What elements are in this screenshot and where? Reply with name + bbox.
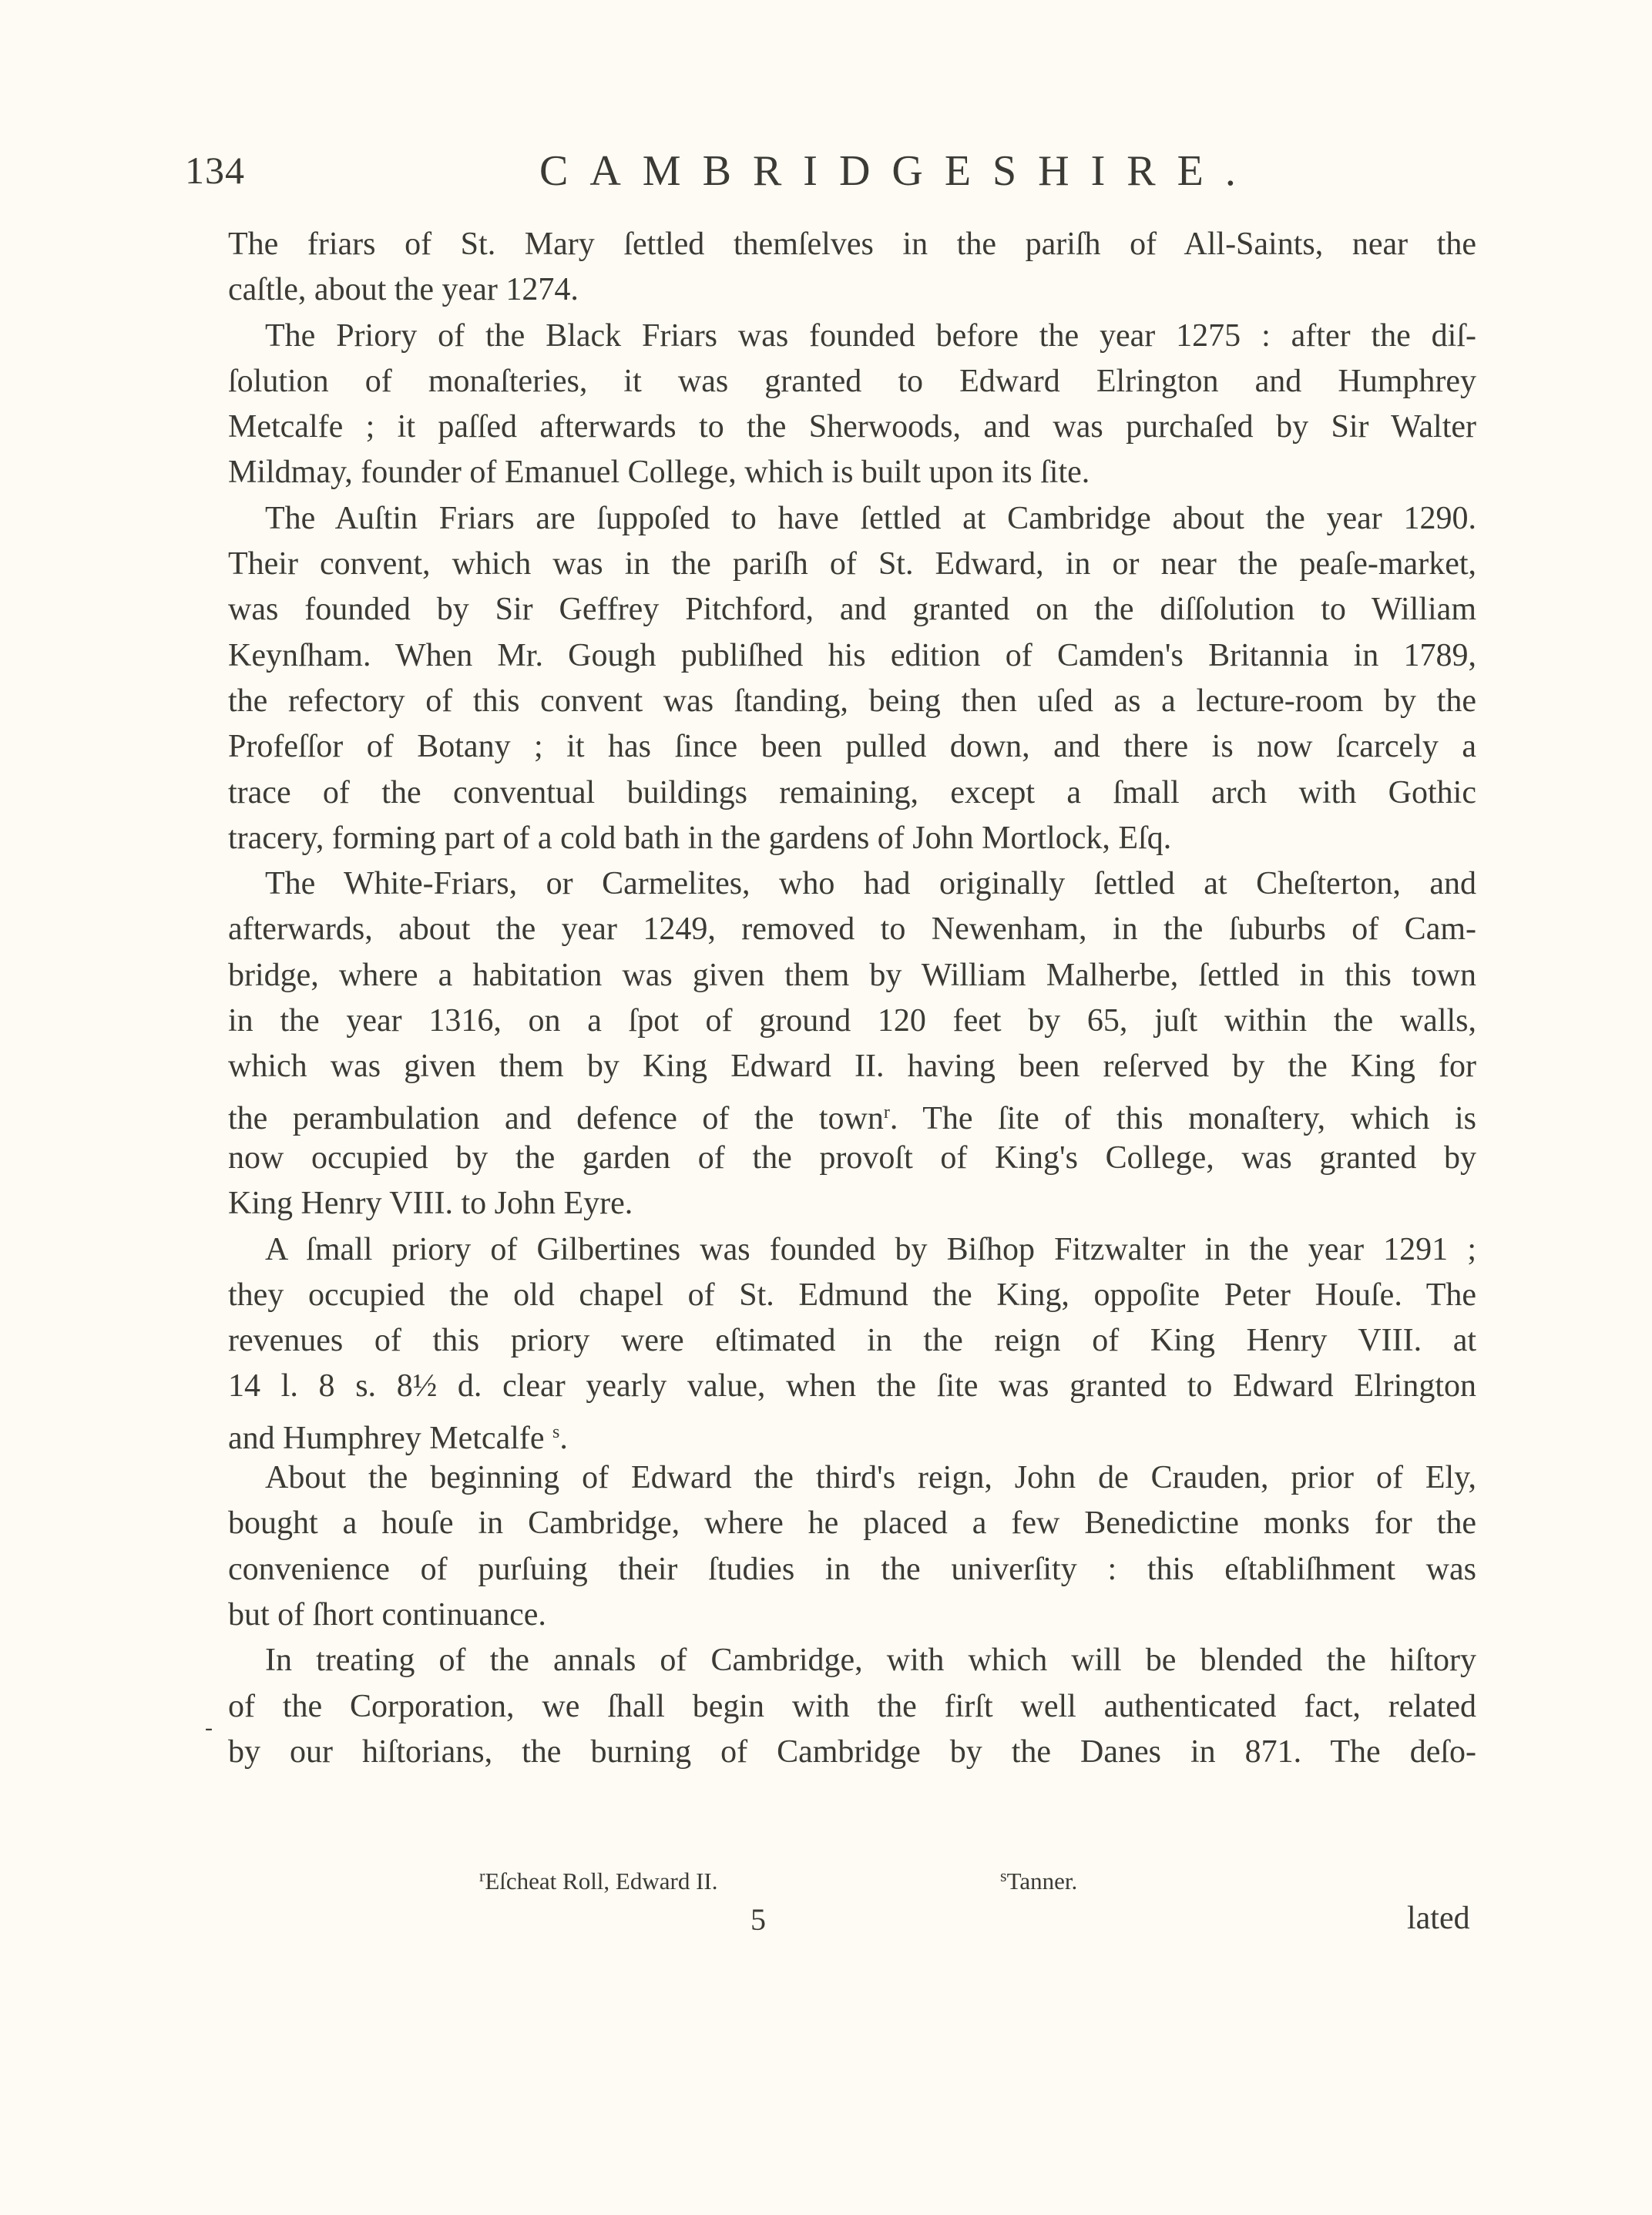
text-line: trace of the conventual buildings remaining, except a ſmall arch with Gothic [228,774,1476,810]
footnote-marker: r [479,1866,485,1885]
text-line-with-footnote [228,1090,1476,1136]
text-line: Keynſham. When Mr. Gough publiſhed his edition of Camden's Britannia in 1789, [228,637,1476,673]
text-line: bridge, where a habitation was given them by William Malherbe, ſettled in this town [228,957,1476,993]
text-line: King Henry VIII. to John Eyre. [228,1186,633,1222]
text-line: they occupied the old chapel of St. Edmund the King, oppoſite Peter Houſe. The [228,1277,1476,1313]
text-line: Their convent, which was in the pariſh of St. Edward, in or near the peaſe-market, [228,546,1476,582]
text-line: bought a houſe in Cambridge, where he placed a few Benedictine monks for the [228,1505,1476,1542]
running-head: CAMBRIDGESHIRE. [539,147,1257,195]
footnote-r [479,1866,717,1895]
footnote-marker: s [552,1421,560,1442]
footnote-marker: s [1000,1866,1007,1885]
text-line: convenience of purſuing their ſtudies in the univerſity : this eſtabliſhment was [228,1551,1476,1587]
text-line: was founded by Sir Geffrey Pitchford, and granted on the diſſolution to William [228,592,1476,628]
margin-mark: - [205,1715,213,1740]
footnote-marker: r [883,1102,890,1123]
text-line-with-footnote [228,1410,1476,1455]
text-line: now occupied by the garden of the provoſt of King's College, was granted by [228,1139,1476,1176]
signature-mark: 5 [750,1902,766,1937]
footnote-s [1000,1866,1077,1895]
text-line: in the year 1316, on a ſpot of ground 120 feet by 65, juſt within the walls, [228,1003,1476,1039]
text-segment: . [559,1420,568,1456]
text-line: Metcalfe ; it paſſed afterwards to the Sherwoods, and was purchaſed by Sir Walter [228,409,1476,445]
text-line: ſolution of monaſteries, it was granted to Edward Elrington and Humphrey [228,363,1476,399]
text-line: 14 l. 8 s. 8½ d. clear yearly value, when the ſite was granted to Edward Elrington [228,1368,1476,1405]
catchword: lated [1407,1901,1470,1936]
text-segment: and Humphrey Metcalfe [228,1420,545,1456]
body-text [228,222,1476,1775]
text-line: the refectory of this convent was ſtanding, being then uſed as a lecture-room by the [228,683,1476,719]
text-line: Profeſſor of Botany ; it has ſince been pulled down, and there is now ſcarcely a [228,729,1476,765]
text-line: of the Corporation, we ſhall begin with the firſt well authenticated fact, related [228,1688,1476,1724]
text-line: The White-Friars, or Carmelites, who had originally ſettled at Cheſterton, and [265,866,1476,902]
text-line: A ſmall priory of Gilbertines was founded by Biſhop Fitzwalter in the year 1291 ; [265,1231,1476,1267]
text-line: Mildmay, founder of Emanuel College, which is built upon its ſite. [228,455,1090,491]
text-segment: . The ſite of this monaſtery, which is [889,1100,1476,1136]
text-line: The friars of St. Mary ſettled themſelves in the pariſh of All-Saints, near the [228,227,1476,262]
text-line: The Auſtin Friars are ſuppoſed to have ſettled at Cambridge about the year 1290. [265,500,1476,536]
text-line: by our hiſtorians, the burning of Cambridge by the Danes in 871. The deſo- [228,1733,1476,1770]
page-number: 134 [185,149,245,192]
text-segment: the perambulation and defence of the town [228,1100,884,1136]
footnote-text: Tanner. [1006,1868,1078,1894]
text-line: tracery, forming part of a cold bath in the gardens of John Mortlock, Eſq. [228,820,1172,856]
text-line: revenues of this priory were eſtimated in the reign of King Henry VIII. at [228,1323,1476,1359]
text-line: but of ſhort continuance. [228,1596,546,1633]
text-line: The Priory of the Black Friars was founded before the year 1275 : after the diſ- [265,317,1476,354]
text-line: afterwards, about the year 1249, removed to Newenham, in the ſuburbs of Cam- [228,911,1476,948]
footnote-text: Eſcheat Roll, Edward II. [485,1868,718,1894]
text-line: In treating of the annals of Cambridge, with which will be blended the hiſtory [265,1643,1476,1679]
text-line: which was given them by King Edward II. having been reſerved by the King for [228,1049,1476,1085]
text-line: caſtle, about the year 1274. [228,272,579,308]
text-line: About the beginning of Edward the third's reign, John de Crauden, prior of Ely, [265,1460,1476,1496]
